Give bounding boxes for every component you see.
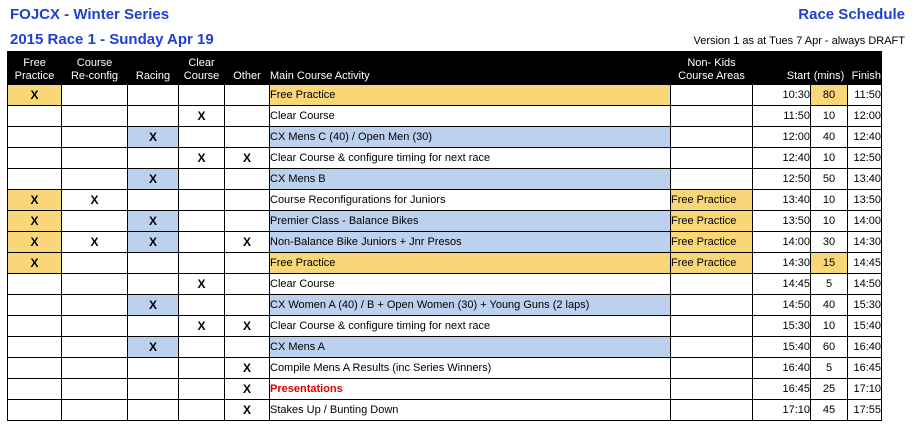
course-area-cell [671,106,753,127]
schedule-row [8,148,882,169]
header-row [8,52,882,85]
schedule-row [8,274,882,295]
schedule-row [8,85,882,106]
clear-course-mark [179,253,225,274]
free-practice-mark: X [8,190,62,211]
spacer-cell [753,232,781,253]
free-practice-mark: X [8,85,62,106]
activity-cell: CX Mens C (40) / Open Men (30) [270,127,671,148]
finish-time: 15:40 [848,316,882,337]
activity-cell: CX Women A (40) / B + Open Women (30) + Young Guns (2 laps) [270,295,671,316]
course-area-cell [671,169,753,190]
activity-cell: Stakes Up / Bunting Down [270,400,671,421]
racing-mark: X [128,211,179,232]
racing-mark [128,400,179,421]
racing-mark [128,379,179,400]
duration-mins: 15 [811,253,848,274]
clear-course-mark [179,295,225,316]
start-time: 16:45 [781,379,811,400]
start-time: 11:50 [781,106,811,127]
finish-time: 14:30 [848,232,882,253]
clear-course-mark [179,169,225,190]
clear-course-mark [179,211,225,232]
other-mark [225,211,270,232]
course-area-cell: Free Practice [671,211,753,232]
racing-mark: X [128,232,179,253]
other-mark [225,106,270,127]
other-mark [225,295,270,316]
course-area-cell [671,316,753,337]
duration-mins: 10 [811,316,848,337]
racing-mark: X [128,169,179,190]
other-mark: X [225,400,270,421]
course-area-cell [671,379,753,400]
finish-time: 14:45 [848,253,882,274]
clear-course-mark [179,232,225,253]
schedule-row [8,295,882,316]
racing-mark [128,148,179,169]
course-area-cell [671,85,753,106]
clear-course-mark: X [179,106,225,127]
clear-course-mark [179,190,225,211]
racing-mark [128,85,179,106]
schedule-row [8,106,882,127]
schedule-row [8,169,882,190]
free-practice-mark [8,379,62,400]
finish-time: 12:00 [848,106,882,127]
spacer-cell [753,148,781,169]
free-practice-mark: X [8,253,62,274]
spacer-cell [753,253,781,274]
schedule-title: Race Schedule [798,6,905,23]
start-time: 10:30 [781,85,811,106]
other-mark: X [225,232,270,253]
finish-time: 15:30 [848,295,882,316]
spacer-cell [753,337,781,358]
course-reconfig-mark [62,253,128,274]
free-practice-mark [8,106,62,127]
racing-mark [128,190,179,211]
other-mark [225,274,270,295]
schedule-row [8,211,882,232]
col-non-kids-areas: Non- Kids Course Areas [671,52,753,85]
schedule-row [8,337,882,358]
schedule-row [8,379,882,400]
start-time: 14:50 [781,295,811,316]
activity-cell: Compile Mens A Results (inc Series Winners) [270,358,671,379]
activity-cell: Clear Course & configure timing for next race [270,316,671,337]
clear-course-mark [179,400,225,421]
course-area-cell [671,295,753,316]
course-area-cell [671,148,753,169]
start-time: 12:00 [781,127,811,148]
duration-mins: 10 [811,106,848,127]
duration-mins: 10 [811,211,848,232]
series-title: FOJCX - Winter Series [10,6,170,23]
col-start: Start [753,52,811,85]
start-time: 12:50 [781,169,811,190]
spacer-cell [753,274,781,295]
start-time: 17:10 [781,400,811,421]
course-reconfig-mark [62,106,128,127]
activity-cell: Non-Balance Bike Juniors + Jnr Presos [270,232,671,253]
spacer-cell [753,316,781,337]
free-practice-mark [8,358,62,379]
spacer-cell [753,85,781,106]
duration-mins: 80 [811,85,848,106]
other-mark [225,85,270,106]
course-area-cell [671,400,753,421]
activity-cell: Course Reconfigurations for Juniors [270,190,671,211]
activity-cell: Free Practice [270,253,671,274]
course-area-cell [671,337,753,358]
start-time: 16:40 [781,358,811,379]
clear-course-mark [179,379,225,400]
duration-mins: 10 [811,148,848,169]
finish-time: 11:50 [848,85,882,106]
start-time: 14:45 [781,274,811,295]
spacer-cell [753,106,781,127]
course-reconfig-mark [62,85,128,106]
duration-mins: 10 [811,190,848,211]
start-time: 15:30 [781,316,811,337]
clear-course-mark [179,85,225,106]
finish-time: 17:10 [848,379,882,400]
activity-cell: CX Mens A [270,337,671,358]
activity-cell: Clear Course [270,106,671,127]
clear-course-mark [179,127,225,148]
course-reconfig-mark [62,211,128,232]
spacer-cell [753,358,781,379]
start-time: 12:40 [781,148,811,169]
clear-course-mark: X [179,316,225,337]
schedule-row [8,232,882,253]
racing-mark [128,274,179,295]
course-reconfig-mark [62,358,128,379]
clear-course-mark [179,358,225,379]
race-title: 2015 Race 1 - Sunday Apr 19 [10,31,214,48]
activity-cell: Presentations [270,379,671,400]
duration-mins: 25 [811,379,848,400]
course-reconfig-mark [62,169,128,190]
finish-time: 13:40 [848,169,882,190]
racing-mark: X [128,295,179,316]
course-area-cell: Free Practice [671,232,753,253]
duration-mins: 5 [811,274,848,295]
activity-cell: Clear Course & configure timing for next race [270,148,671,169]
activity-cell: Free Practice [270,85,671,106]
finish-time: 13:50 [848,190,882,211]
other-mark: X [225,379,270,400]
schedule-row [8,358,882,379]
spacer-cell [753,211,781,232]
duration-mins: 5 [811,358,848,379]
activity-cell: CX Mens B [270,169,671,190]
col-other: Other [225,52,270,85]
free-practice-mark: X [8,232,62,253]
free-practice-mark [8,316,62,337]
course-reconfig-mark [62,316,128,337]
other-mark: X [225,358,270,379]
schedule-row [8,127,882,148]
other-mark [225,190,270,211]
spacer-cell [753,400,781,421]
free-practice-mark [8,400,62,421]
free-practice-mark: X [8,211,62,232]
schedule-table [7,51,882,421]
other-mark: X [225,316,270,337]
course-area-cell [671,358,753,379]
spacer-cell [753,295,781,316]
duration-mins: 45 [811,400,848,421]
activity-cell: Clear Course [270,274,671,295]
duration-mins: 40 [811,127,848,148]
start-time: 15:40 [781,337,811,358]
col-finish: Finish [848,52,882,85]
course-area-cell: Free Practice [671,253,753,274]
racing-mark: X [128,337,179,358]
col-free-practice: Free Practice [8,52,62,85]
course-reconfig-mark [62,274,128,295]
free-practice-mark [8,169,62,190]
course-reconfig-mark: X [62,232,128,253]
course-reconfig-mark [62,400,128,421]
spacer-cell [753,127,781,148]
racing-mark [128,316,179,337]
course-area-cell [671,274,753,295]
finish-time: 16:45 [848,358,882,379]
racing-mark [128,106,179,127]
racing-mark [128,358,179,379]
finish-time: 17:55 [848,400,882,421]
course-reconfig-mark: X [62,190,128,211]
schedule-row [8,190,882,211]
course-reconfig-mark [62,148,128,169]
finish-time: 14:50 [848,274,882,295]
schedule-row [8,316,882,337]
course-area-cell: Free Practice [671,190,753,211]
finish-time: 12:40 [848,127,882,148]
free-practice-mark [8,148,62,169]
finish-time: 14:00 [848,211,882,232]
other-mark [225,169,270,190]
spacer-cell [753,190,781,211]
finish-time: 12:50 [848,148,882,169]
spacer-cell [753,169,781,190]
duration-mins: 40 [811,295,848,316]
free-practice-mark [8,127,62,148]
duration-mins: 50 [811,169,848,190]
course-reconfig-mark [62,295,128,316]
col-clear-course: Clear Course [179,52,225,85]
racing-mark: X [128,127,179,148]
col-main-activity: Main Course Activity [270,52,671,85]
duration-mins: 30 [811,232,848,253]
col-course-reconfig: Course Re-config [62,52,128,85]
free-practice-mark [8,337,62,358]
free-practice-mark [8,274,62,295]
course-area-cell [671,127,753,148]
activity-cell: Premier Class - Balance Bikes [270,211,671,232]
start-time: 14:00 [781,232,811,253]
course-reconfig-mark [62,337,128,358]
start-time: 13:40 [781,190,811,211]
start-time: 13:50 [781,211,811,232]
clear-course-mark: X [179,148,225,169]
finish-time: 16:40 [848,337,882,358]
schedule-row [8,253,882,274]
free-practice-mark [8,295,62,316]
version-note: Version 1 as at Tues 7 Apr - always DRAFT [693,35,905,47]
course-reconfig-mark [62,127,128,148]
course-reconfig-mark [62,379,128,400]
other-mark [225,337,270,358]
other-mark [225,253,270,274]
spacer-cell [753,379,781,400]
col-racing: Racing [128,52,179,85]
col-mins: (mins) [811,52,848,85]
clear-course-mark: X [179,274,225,295]
start-time: 14:30 [781,253,811,274]
racing-mark [128,253,179,274]
schedule-row [8,400,882,421]
duration-mins: 60 [811,337,848,358]
clear-course-mark [179,337,225,358]
other-mark: X [225,148,270,169]
other-mark [225,127,270,148]
